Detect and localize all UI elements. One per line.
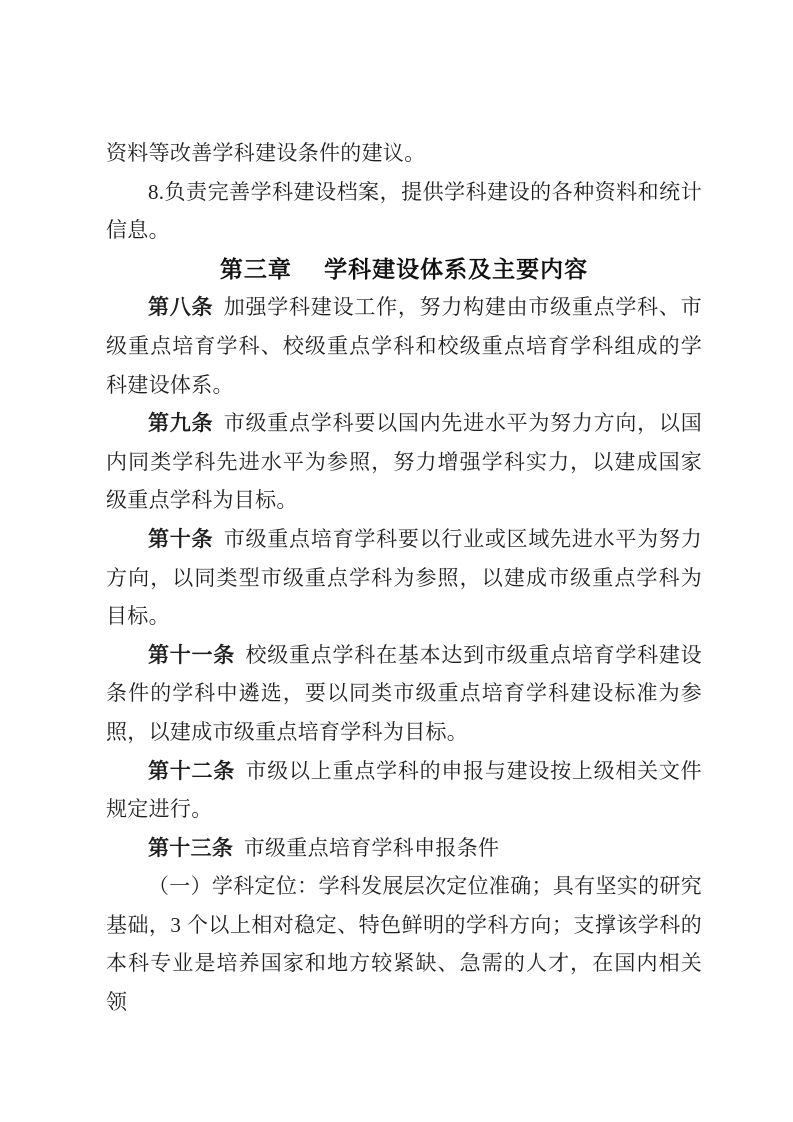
article-8-body: 加强学科建设工作，努力构建由市级重点学科、市级重点培育学科、校级重点学科和校级重点培育学科组成的学科建设体系。 <box>106 295 702 397</box>
article-11-body: 校级重点学科在基本达到市级重点培育学科建设条件的学科中遴选，要以同类市级重点培育学科建设标准为参照，以建成市级重点培育学科为目标。 <box>106 642 702 744</box>
article-13-leader: 第十三条 <box>148 835 234 860</box>
article-8-leader: 第八条 <box>148 295 214 320</box>
paragraph-item-8 <box>106 173 702 250</box>
chapter-title: 学科建设体系及主要内容 <box>324 255 589 282</box>
article-10-body: 市级重点培育学科要以行业或区域先进水平为努力方向，以同类型市级重点学科为参照，以建成市级重点学科为目标。 <box>106 526 702 629</box>
paragraph-clause-1 <box>106 867 702 1021</box>
paragraph-article-8 <box>106 288 702 404</box>
clause-1-text: （一）学科定位：学科发展层次定位准确；具有坚实的研究基础，3 个以上相对稳定、特色鲜明的学科方向；支撑该学科的本科专业是培养国家和地方较紧缺、急需的人才，在国内相关领 <box>106 874 702 1015</box>
article-12-body: 市级以上重点学科的申报与建设按上级相关文件规定进行。 <box>106 758 702 822</box>
paragraph-article-11 <box>106 636 702 752</box>
article-10-leader: 第十条 <box>148 526 214 551</box>
paragraph-continuation <box>106 134 702 173</box>
paragraph-article-12 <box>106 752 702 829</box>
paragraph-article-10 <box>106 520 702 636</box>
chapter-heading <box>106 250 702 289</box>
chapter-number: 第三章 <box>219 255 292 282</box>
text-block <box>106 134 702 1022</box>
paragraph-continuation-text: 资料等改善学科建设条件的建议。 <box>106 141 426 165</box>
article-9-leader: 第九条 <box>148 411 214 436</box>
article-12-leader: 第十二条 <box>148 758 236 783</box>
paragraph-article-9 <box>106 404 702 520</box>
paragraph-item-8-text: 8.负责完善学科建设档案，提供学科建设的各种资料和统计信息。 <box>106 179 702 243</box>
article-13-body: 市级重点培育学科申报条件 <box>243 835 500 860</box>
article-11-leader: 第十一条 <box>148 642 236 667</box>
paragraph-article-13 <box>106 829 702 868</box>
article-9-body: 市级重点学科要以国内先进水平为努力方向，以国内同类学科先进水平为参照，努力增强学科实力，以建成国家级重点学科为目标。 <box>106 411 702 513</box>
